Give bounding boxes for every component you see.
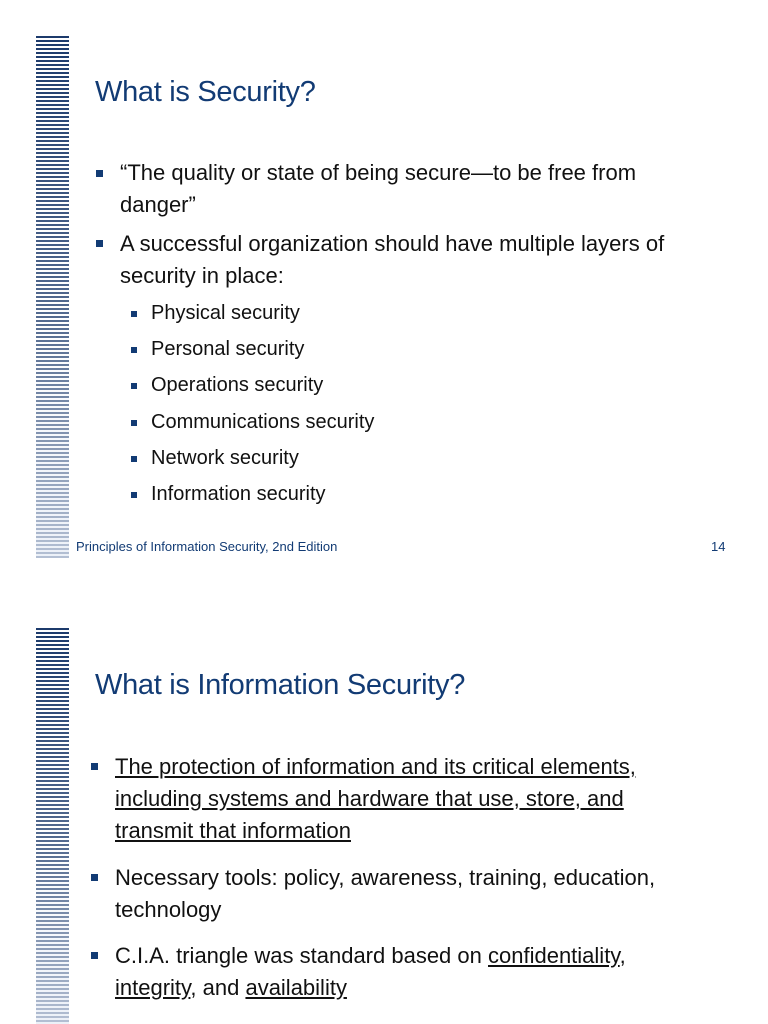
bullet-line: A successful organization should have multiple layers of xyxy=(120,231,665,256)
slide-footer: Principles of Information Security, 2nd Edition xyxy=(76,539,338,554)
bullet-marker-icon xyxy=(91,874,98,881)
bullet-text xyxy=(115,862,715,926)
bullet-line: technology xyxy=(115,897,222,922)
page-number: 14 xyxy=(711,539,726,554)
term-availability: availability xyxy=(245,975,347,1000)
sub-bullet-network: Network security xyxy=(151,447,299,469)
bullet-marker-icon xyxy=(91,952,98,959)
bullet-line: The protection of information and its critical elements, xyxy=(115,754,636,779)
bullet-line: “The quality or state of being secure—to be free from xyxy=(120,160,637,185)
bullet-line: including systems and hardware that use, store, and xyxy=(115,786,624,811)
bullet-marker-icon xyxy=(91,763,98,770)
sub-bullet-communications: Communications security xyxy=(151,411,375,433)
bullet-line: danger” xyxy=(120,192,196,217)
decorative-stripe-bar xyxy=(36,628,69,1024)
bullet-text xyxy=(115,940,715,1004)
term-integrity: integrity xyxy=(115,975,191,1000)
separator: , xyxy=(619,943,626,968)
sub-bullet-information: Information security xyxy=(151,483,326,505)
slide-title: What is Information Security? xyxy=(95,669,466,701)
bullet-text xyxy=(115,751,715,847)
slide-title: What is Security? xyxy=(95,76,316,108)
sub-bullet-physical: Physical security xyxy=(151,302,300,324)
term-confidentiality: confidentiality xyxy=(488,943,620,968)
bullet-line: transmit that information xyxy=(115,818,351,843)
bullet-line: security in place: xyxy=(120,263,284,288)
sub-bullet-personal: Personal security xyxy=(151,338,305,360)
bullet-prefix: C.I.A. triangle was standard based on xyxy=(115,943,488,968)
bullet-line: Necessary tools: policy, awareness, training, education, xyxy=(115,865,656,890)
separator: , and xyxy=(190,975,246,1000)
sub-bullet-operations: Operations security xyxy=(151,374,324,396)
